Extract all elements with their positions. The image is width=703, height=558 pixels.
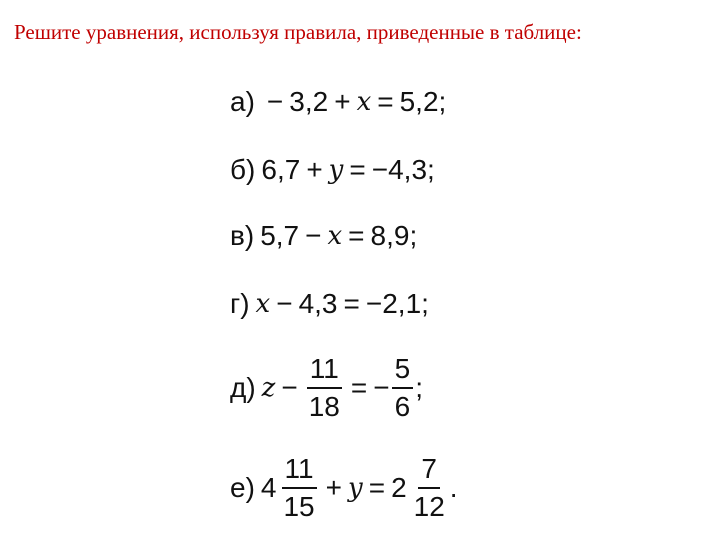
equals-sign: = bbox=[348, 220, 365, 251]
minus-sign: − bbox=[373, 372, 390, 403]
terminator: ; bbox=[415, 372, 423, 403]
equation-label: е) bbox=[230, 472, 255, 503]
fraction-right bbox=[392, 355, 414, 421]
variable: y bbox=[348, 473, 363, 503]
equations-list bbox=[230, 0, 530, 558]
equation-b bbox=[230, 150, 435, 190]
equation-d bbox=[230, 353, 423, 422]
equation-e bbox=[230, 453, 458, 522]
equation-label: а) bbox=[230, 86, 255, 117]
rhs-value: 5,2 bbox=[399, 86, 439, 117]
fraction-denominator: 15 bbox=[283, 491, 315, 522]
equals-sign: = bbox=[349, 154, 366, 185]
rhs-value: −4,3 bbox=[371, 154, 428, 185]
fraction-denominator: 18 bbox=[308, 391, 340, 422]
fraction-numerator: 5 bbox=[392, 355, 414, 389]
fraction-left bbox=[306, 355, 343, 421]
variable: x bbox=[255, 289, 271, 319]
fraction-left bbox=[280, 455, 317, 521]
fraction-numerator: 11 bbox=[307, 355, 342, 389]
equals-sign: = bbox=[350, 372, 368, 403]
minus-sign: − bbox=[266, 86, 284, 117]
term-value: 3,2 bbox=[289, 86, 329, 117]
equation-label: в) bbox=[230, 220, 255, 251]
fraction-right bbox=[411, 455, 448, 521]
variable: z bbox=[261, 373, 276, 403]
terminator: ; bbox=[421, 288, 429, 319]
fraction-numerator: 7 bbox=[418, 455, 440, 489]
term-value: 5,7 bbox=[260, 220, 300, 251]
rhs-value: −2,1 bbox=[365, 288, 422, 319]
fraction-denominator: 6 bbox=[394, 391, 411, 422]
equation-label: д) bbox=[230, 372, 256, 403]
variable: y bbox=[328, 155, 344, 185]
equation-label: б) bbox=[230, 154, 256, 185]
mixed-whole: 2 bbox=[391, 472, 407, 503]
equals-sign: = bbox=[368, 472, 386, 503]
equation-label: г) bbox=[230, 288, 250, 319]
rhs-value: 8,9 bbox=[370, 220, 410, 251]
operator: + bbox=[325, 472, 342, 503]
fraction-numerator: 11 bbox=[282, 455, 317, 489]
equals-sign: = bbox=[377, 86, 394, 117]
equation-v bbox=[230, 216, 417, 256]
operator: − bbox=[281, 372, 298, 403]
operator: + bbox=[334, 86, 351, 117]
variable: x bbox=[356, 87, 372, 117]
equation-g bbox=[230, 284, 429, 324]
terminator: ; bbox=[438, 86, 447, 117]
variable: x bbox=[327, 221, 343, 251]
mixed-whole: 4 bbox=[260, 472, 277, 503]
instruction-text: Решите уравнения, используя правила, приведенные в таблице: bbox=[14, 20, 582, 44]
operator: + bbox=[306, 154, 323, 185]
terminator: ; bbox=[409, 220, 418, 251]
operator: − bbox=[276, 288, 293, 319]
operator: − bbox=[305, 220, 322, 251]
equation-a bbox=[230, 82, 446, 122]
equals-sign: = bbox=[343, 288, 360, 319]
term-value: 4,3 bbox=[298, 288, 338, 319]
fraction-denominator: 12 bbox=[413, 491, 445, 522]
term-value: 6,7 bbox=[261, 154, 301, 185]
terminator: . bbox=[449, 472, 458, 503]
terminator: ; bbox=[427, 154, 435, 185]
